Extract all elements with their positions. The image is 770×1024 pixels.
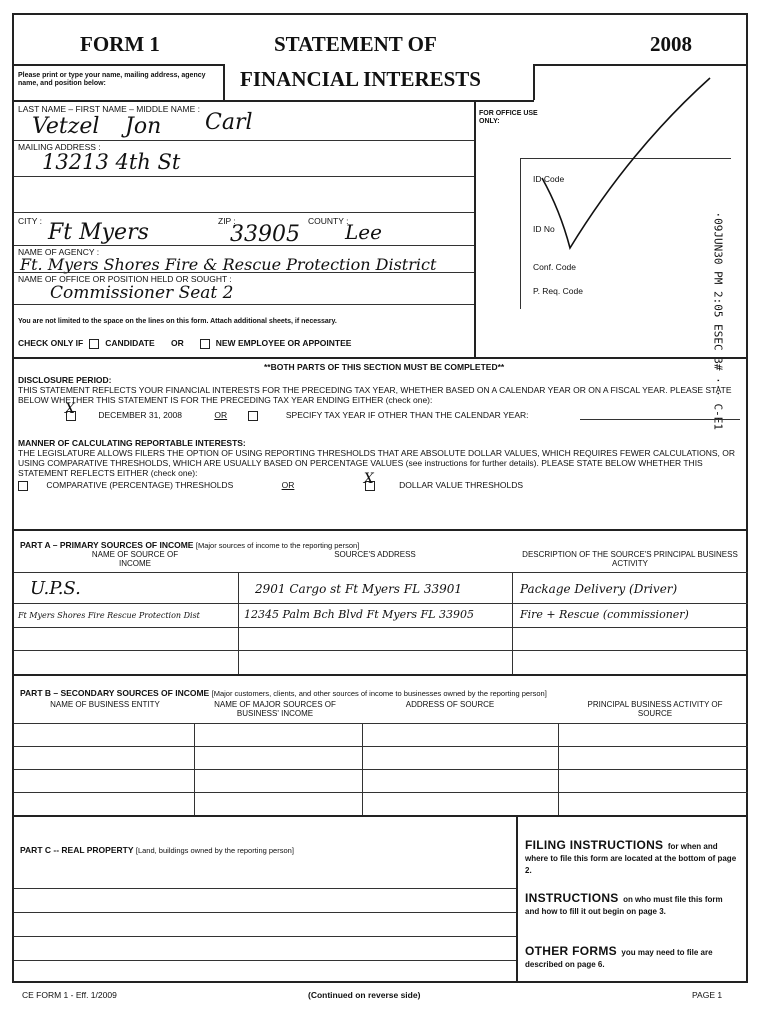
disclosure-period-text: THIS STATEMENT REFLECTS YOUR FINANCIAL INTERESTS FOR THE PRECEDING TAX YEAR, WHETHER BASED ON A CALENDAR YEAR OR ON A FISCAL YEAR. PLEASE STATE BELOW WHETHER THIS STATEMENT IS FOR THE PRECEDING TAX YEAR ENDING EITHER (check one): <box>18 385 732 405</box>
check-only-row <box>18 338 351 349</box>
part-b-col4-header: PRINCIPAL BUSINESS ACTIVITY OF SOURCE <box>587 700 723 718</box>
instructions-heading: INSTRUCTIONS <box>525 891 619 905</box>
candidate-checkbox[interactable] <box>89 339 99 349</box>
mailing-value[interactable]: 13213 4th St <box>42 150 181 174</box>
name-label: LAST NAME – FIRST NAME – MIDDLE NAME : <box>18 104 201 114</box>
comparative-label: COMPARATIVE (PERCENTAGE) THRESHOLDS <box>46 480 234 490</box>
agency-value[interactable]: Ft. Myers Shores Fire & Rescue Protection District <box>20 255 437 274</box>
filing-instructions <box>525 840 737 876</box>
id-code-label: ID Code <box>533 174 565 184</box>
part-c-title-row <box>20 845 294 856</box>
or-label: OR <box>171 338 184 348</box>
form-title: FORM 1 <box>80 32 160 56</box>
office-value[interactable]: Commissioner Seat 2 <box>50 283 234 303</box>
dec31-checkbox[interactable]: X <box>66 411 76 421</box>
statement-title-line2: FINANCIAL INTERESTS <box>240 67 481 91</box>
footer-page: PAGE 1 <box>692 990 723 1000</box>
part-a-subtitle: [Major sources of income to the reporting person] <box>195 541 360 550</box>
received-stamp: ·09JUN30 PM 2:05 ESEC 3# ··· C-E1 <box>711 211 725 431</box>
zip-value[interactable]: 33905 <box>230 222 300 247</box>
filing-instructions-heading: FILING INSTRUCTIONS <box>525 838 664 852</box>
city-value[interactable]: Ft Myers <box>48 220 149 245</box>
other-forms-heading: OTHER FORMS <box>525 944 617 958</box>
part-a-row1-desc[interactable]: Package Delivery (Driver) <box>520 582 678 596</box>
not-limited-note: You are not limited to the space on the lines on this form. Attach additional sheets, if necessary. <box>18 318 337 325</box>
threshold-or-label: OR <box>281 480 295 490</box>
dollar-label: DOLLAR VALUE THRESHOLDS <box>399 480 524 490</box>
conf-code-label: Conf. Code <box>533 262 576 272</box>
name-first-value[interactable]: Jon <box>125 114 162 139</box>
part-a-row1-name[interactable]: U.P.S. <box>30 578 81 599</box>
office-label: NAME OF OFFICE OR POSITION HELD OR SOUGHT : <box>18 274 232 284</box>
part-a-row1-address[interactable]: 2901 Cargo st Ft Myers FL 33901 <box>255 582 463 596</box>
dollar-checkbox[interactable]: X <box>365 481 375 491</box>
p-req-code-label: P. Req. Code <box>533 286 583 296</box>
specify-label: SPECIFY TAX YEAR IF OTHER THAN THE CALENDAR YEAR: <box>285 410 529 420</box>
check-only-label: CHECK ONLY IF <box>18 338 84 348</box>
candidate-label: CANDIDATE <box>105 338 155 348</box>
manner-title: MANNER OF CALCULATING REPORTABLE INTERESTS: <box>18 438 246 448</box>
mailing-label: MAILING ADDRESS : <box>18 142 101 152</box>
part-b-title-row <box>20 688 547 699</box>
footer-continued: (Continued on reverse side) <box>308 990 421 1000</box>
both-parts-note: **BOTH PARTS OF THIS SECTION MUST BE COMPLETED** <box>264 362 505 372</box>
part-b-title: PART B – SECONDARY SOURCES OF INCOME <box>20 688 210 698</box>
office-use-label: FOR OFFICE USE ONLY: <box>479 110 538 125</box>
part-a-row2-address[interactable]: 12345 Palm Bch Blvd Ft Myers FL 33905 <box>244 608 474 621</box>
specify-line[interactable] <box>580 419 740 420</box>
part-a-col3-header: DESCRIPTION OF THE SOURCE'S PRINCIPAL BUSINESS ACTIVITY <box>522 550 738 568</box>
county-value[interactable]: Lee <box>345 220 382 244</box>
new-employee-checkbox[interactable] <box>200 339 210 349</box>
part-a-row2-name[interactable]: Ft Myers Shores Fire Rescue Protection Dist <box>18 611 200 620</box>
zip-label: ZIP : <box>218 216 236 226</box>
other-forms-text: you may need to file are described on page 6. <box>525 948 713 969</box>
part-c-subtitle: [Land, buildings owned by the reporting person] <box>135 846 294 855</box>
comparative-checkbox[interactable] <box>18 481 28 491</box>
id-no-label: ID No <box>533 224 555 234</box>
statement-title-line1: STATEMENT OF <box>274 32 437 56</box>
dec31-label: DECEMBER 31, 2008 <box>98 410 182 420</box>
part-c-title: PART C -- REAL PROPERTY <box>20 845 134 855</box>
name-middle-value[interactable]: Carl <box>205 110 253 135</box>
part-a-col1-header: NAME OF SOURCE OF INCOME <box>91 550 179 568</box>
new-employee-label: NEW EMPLOYEE OR APPOINTEE <box>215 338 352 348</box>
who-must-file-instructions <box>525 893 737 917</box>
form-year: 2008 <box>650 32 692 56</box>
part-b-subtitle: [Major customers, clients, and other sources of income to businesses owned by the reporting person] <box>211 689 547 698</box>
disclosure-period-title: DISCLOSURE PERIOD: <box>18 375 112 385</box>
city-label: CITY : <box>18 216 42 226</box>
print-note: Please print or type your name, mailing address, agency name, and position below: <box>18 72 206 87</box>
part-b-col1-header: NAME OF BUSINESS ENTITY <box>50 700 160 709</box>
period-or-label: OR <box>214 410 228 420</box>
filing-instructions-text: for when and where to file this form are located at the bottom of page 2. <box>525 842 737 875</box>
part-a-row2-desc[interactable]: Fire + Rescue (commissioner) <box>520 608 689 621</box>
office-check-mark <box>520 70 720 270</box>
instructions-text: on who must file this form and how to fill it out begin on page 3. <box>525 895 723 916</box>
part-a-col2-header: SOURCE'S ADDRESS <box>334 550 416 559</box>
manner-text: THE LEGISLATURE ALLOWS FILERS THE OPTION OF USING REPORTING THRESHOLDS THAT ARE ABSOLUTE DOLLAR VALUES, WHICH REQUIRES FEWER CALCULATIONS, OR USING COMPARATIVE THRESHOLDS, WHICH ARE USUALLY BASED ON PERCENTAGE VALUES (see instructions for further details). PLEASE STATE BELOW WHETHER THIS STATEMENT REFLECTS EITHER (check one): <box>18 448 735 478</box>
footer-form-id: CE FORM 1 - Eff. 1/2009 <box>22 990 117 1000</box>
part-b-col2-header: NAME OF MAJOR SOURCES OF BUSINESS' INCOME <box>214 700 336 718</box>
county-label: COUNTY : <box>308 216 349 226</box>
agency-label: NAME OF AGENCY : <box>18 247 100 257</box>
specify-checkbox[interactable] <box>248 411 258 421</box>
threshold-choice-row <box>18 470 524 491</box>
part-b-col3-header: ADDRESS OF SOURCE <box>405 700 495 709</box>
part-a-title: PART A – PRIMARY SOURCES OF INCOME <box>20 540 194 550</box>
other-forms-instructions <box>525 946 737 970</box>
period-choice-row <box>60 400 529 421</box>
name-last-value[interactable]: Vetzel <box>32 114 100 139</box>
